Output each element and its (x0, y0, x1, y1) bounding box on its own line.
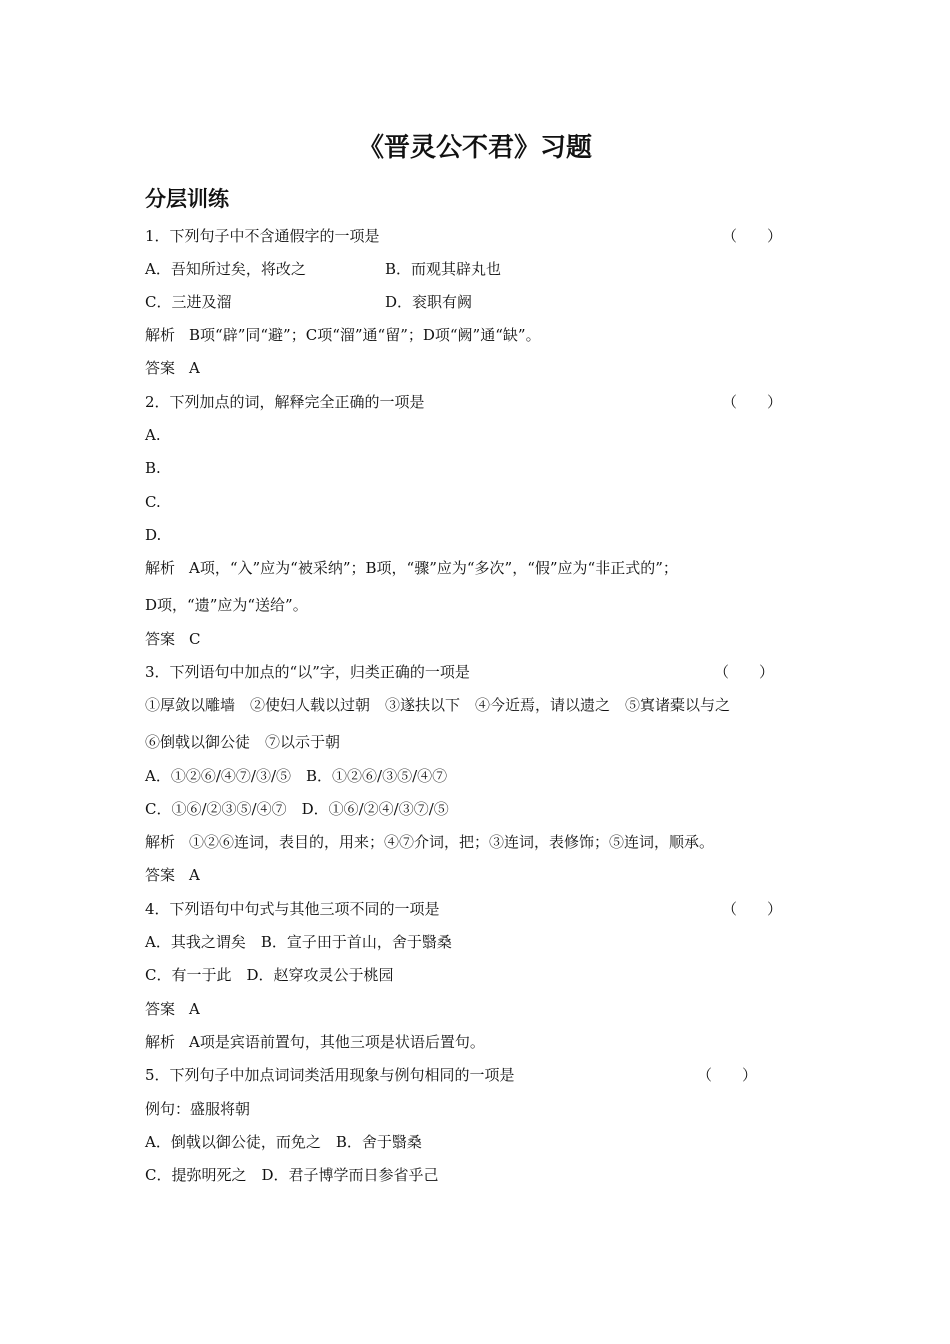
q4-stem: 4．下列语句中句式与其他三项不同的一项是 (145, 900, 440, 918)
q4-answer-paren: （ ） (722, 900, 783, 918)
analysis-label: 解析 (145, 1033, 176, 1051)
analysis-label: 解析 (145, 326, 176, 344)
q4-answer (145, 997, 200, 1021)
section-heading: 分层训练 (145, 186, 229, 211)
q1-stem: 1．下列句子中不含通假字的一项是 (145, 227, 380, 245)
q3-answer-paren: （ ） (714, 663, 775, 681)
q2-analysis-text-2: D项，“遗”应为“送给”。 (145, 596, 308, 614)
q3-answer (145, 863, 200, 887)
q1-answer (145, 356, 200, 380)
q2-option-a: A. (145, 426, 161, 444)
q3-options-cd: C．①⑥/②③⑤/④⑦ D．①⑥/②④/③⑦/⑤ (145, 800, 449, 818)
q5-stem: 5．下列句子中加点词词类活用现象与例句相同的一项是 (145, 1066, 515, 1084)
q2-analysis-text-1: A项，“入”应为“被采纳”；B项，“骤”应为“多次”，“假”应为“非正式的”； (189, 559, 678, 577)
page-title: 《晋灵公不君》习题 (357, 133, 592, 163)
q1-option-b: B．而观其辟丸也 (385, 260, 502, 278)
q3-analysis-text: ①②⑥连词，表目的，用来；④⑦介词，把；③连词，表修饰；⑤连词，顺承。 (189, 833, 715, 851)
q2-answer-paren: （ ） (722, 393, 783, 411)
q2-option-b: B. (145, 459, 161, 477)
q5-example: 例句：盛服将朝 (145, 1100, 251, 1118)
q4-analysis-text: A项是宾语前置句，其他三项是状语后置句。 (189, 1033, 485, 1051)
q1-option-a: A．吾知所过矣，将改之 (145, 260, 306, 278)
q3-answer-value: A (189, 866, 200, 884)
q4-options-cd: C．有一于此 D．赵穿攻灵公于桃园 (145, 966, 394, 984)
q5-options-ab: A．倒戟以御公徒，而免之 B．舍于翳桑 (145, 1133, 422, 1151)
analysis-label: 解析 (145, 559, 176, 577)
q4-answer-value: A (189, 1000, 200, 1018)
q2-answer-value: C (189, 630, 201, 648)
answer-label: 答案 (145, 866, 176, 884)
q4-analysis (145, 1030, 485, 1054)
q3-items-2: ⑥倒戟以御公徒 ⑦以示于朝 (145, 733, 341, 751)
answer-label: 答案 (145, 359, 176, 377)
q3-stem: 3．下列语句中加点的“以”字，归类正确的一项是 (145, 663, 470, 681)
q4-options-ab: A．其我之谓矣 B．宣子田于首山，舍于翳桑 (145, 933, 452, 951)
q5-answer-paren: （ ） (697, 1066, 758, 1084)
q1-option-d: D．衮职有阙 (385, 293, 473, 311)
q3-analysis (145, 830, 714, 854)
q2-option-d: D. (145, 526, 162, 544)
q3-items-1: ①厚敛以雕墙 ②使妇人载以过朝 ③遂扶以下 ④今近焉，请以遗之 ⑤寘诸橐以与之 (145, 696, 731, 714)
analysis-label: 解析 (145, 833, 176, 851)
q1-analysis (145, 323, 541, 347)
q2-answer (145, 627, 201, 651)
q3-options-ab: A．①②⑥/④⑦/③/⑤ B．①②⑥/③⑤/④⑦ (145, 767, 448, 785)
q1-answer-paren: （ ） (722, 227, 783, 245)
q1-analysis-text: B项“辟”同“避”；C项“溜”通“留”；D项“阙”通“缺”。 (189, 326, 541, 344)
q1-option-c: C．三进及溜 (145, 293, 232, 311)
q1-answer-value: A (189, 359, 200, 377)
answer-label: 答案 (145, 630, 176, 648)
q2-analysis (145, 556, 678, 580)
q5-options-cd: C．提弥明死之 D．君子博学而日参省乎己 (145, 1166, 439, 1184)
q2-option-c: C. (145, 493, 161, 511)
q2-stem: 2．下列加点的词，解释完全正确的一项是 (145, 393, 425, 411)
answer-label: 答案 (145, 1000, 176, 1018)
